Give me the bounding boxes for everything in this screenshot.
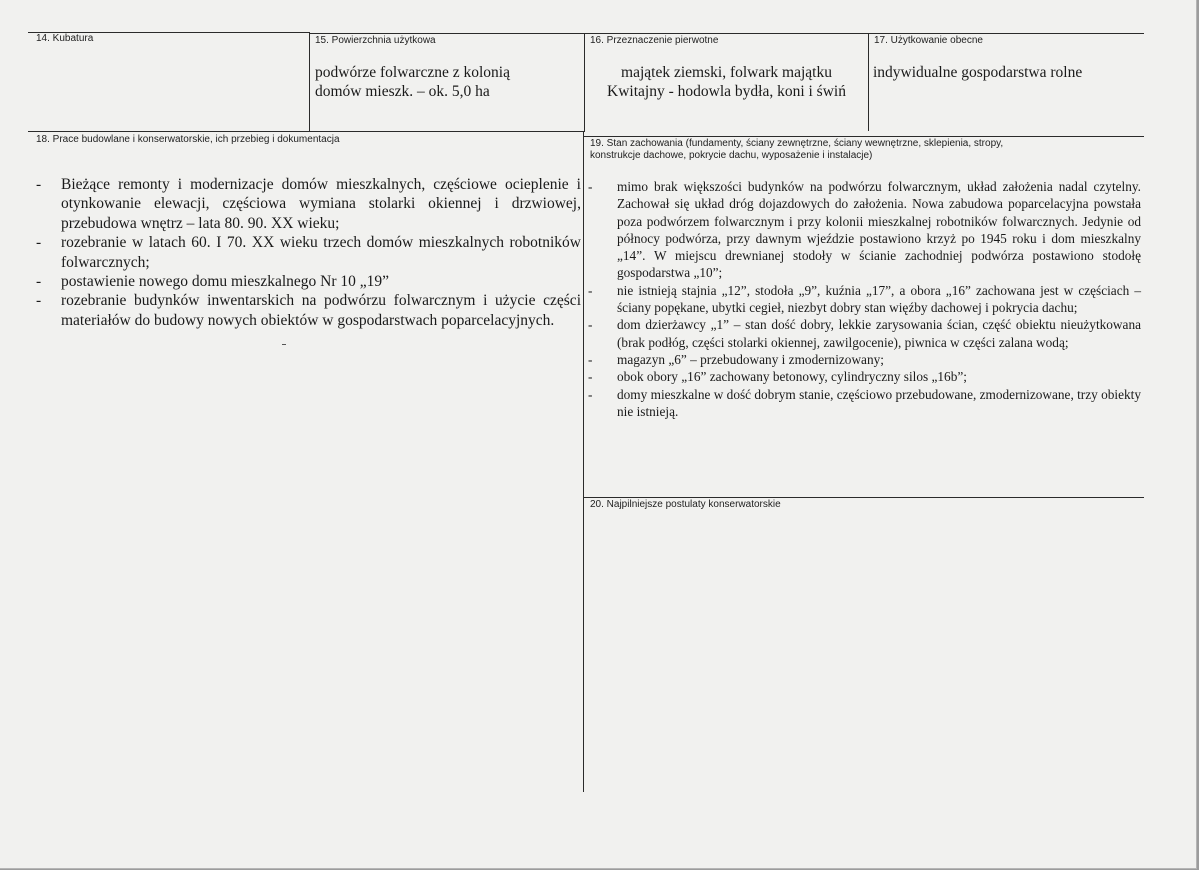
field-19-label-line-2: konstrukcje dachowe, pokrycie dachu, wyposażenie i instalacje): [590, 150, 873, 161]
rule-row-19-right: [584, 136, 1144, 137]
list-item-text: nie istnieją stajnia „12”, stodoła „9”, kuźnia „17”, a obora „16” zachowana jest w częściach – ściany popękane, ubytki cegieł, niezbyt dobry stan więźby dachowej i pokrycia dachu;: [617, 282, 1141, 316]
scan-speck: [282, 344, 286, 345]
list-item: [588, 368, 1141, 385]
field-17-value: indywidualne gospodarstwa rolne: [873, 64, 1083, 81]
dash-marker: -: [36, 292, 42, 310]
field-19-label-line-1: 19. Stan zachowania (fundamenty, ściany zewnętrzne, ściany wewnętrzne, sklepienia, stropy,: [590, 138, 1004, 149]
field-19-list: [588, 178, 1141, 420]
list-item: [588, 386, 1141, 421]
dash-marker: -: [588, 351, 593, 367]
list-item: [588, 316, 1141, 351]
field-14-label: 14. Kubatura: [36, 33, 94, 44]
list-item-text: Bieżące remonty i modernizacje domów mieszkalnych, częściowe ocieplenie i otynkowanie elewacji, częściowa wymiana stolarki okiennej i drzwiowej, przebudowa wnętrz – lata 80. 90. XX wieku;: [61, 176, 581, 232]
field-16-label: 16. Przeznaczenie pierwotne: [590, 35, 719, 46]
field-16-value-line-1: majątek ziemski, folwark majątku: [621, 64, 832, 81]
list-item: [36, 175, 581, 233]
rule-top-right: [309, 33, 1144, 34]
list-item-text: postawienie nowego domu mieszkalnego Nr 10 „19”: [61, 273, 389, 291]
dash-marker: -: [588, 282, 593, 298]
dash-marker: -: [36, 273, 42, 291]
dash-marker: -: [588, 317, 593, 333]
rule-col-16-17: [868, 33, 869, 131]
dash-marker: -: [36, 234, 42, 252]
list-item: [36, 272, 581, 291]
list-item-text: dom dzierżawcy „1” – stan dość dobry, lekkie zarysowania ścian, część obiektu nieużytkowana (brak podłóg, części stolarki okiennej, zawilgocenie), piwnica w części zalana wodą;: [617, 317, 1141, 350]
field-18-label: 18. Prace budowlane i konserwatorskie, ich przebieg i dokumentacja: [36, 134, 340, 145]
list-item: [36, 233, 581, 272]
field-16-value-line-2: Kwitajny - hodowla bydła, koni i świń: [607, 83, 846, 100]
field-16-value: [585, 63, 868, 101]
field-15-label: 15. Powierzchnia użytkowa: [315, 35, 436, 46]
rule-col-14-15: [309, 32, 310, 131]
field-19-label: [590, 138, 1003, 162]
list-item-text: domy mieszkalne w dość dobrym stanie, częściowo przebudowane, zmodernizowane, trzy obiekty nie istnieją.: [617, 386, 1141, 419]
field-15-value-line-1: podwórze folwarczne z kolonią: [315, 64, 510, 81]
rule-row-18-left: [28, 131, 585, 132]
field-15-value-line-2: domów mieszk. – ok. 5,0 ha: [315, 83, 490, 100]
field-20-label: 20. Najpilniejsze postulaty konserwatorskie: [590, 499, 781, 510]
list-item: [588, 351, 1141, 368]
list-item-text: magazyn „6” – przebudowany i zmodernizowany;: [617, 351, 884, 367]
list-item-text: obok obory „16” zachowany betonowy, cylindryczny silos „16b”;: [617, 369, 967, 385]
list-item: [36, 291, 581, 330]
rule-col-18-19: [583, 131, 584, 792]
rule-row-20: [584, 497, 1144, 498]
field-15-value: [315, 63, 583, 101]
dash-marker: -: [36, 176, 42, 193]
field-18-list: [36, 175, 581, 330]
dash-marker: -: [588, 179, 593, 194]
list-item-text: mimo brak większości budynków na podwórzu folwarcznym, układ założenia nadal czytelny. Zachował się układ dróg dojazdowych do założenia. Nowa zabudowa poparcelacyjna powstała poza podwórzem folwarcznym i przy kolonii mieszkalnej robotników folwarcznych. Jedynie od północy podwórza, przy dawnym wjeździe postawiono krzyż po 1945 roku i dom mieszkalny „14”. W miejscu drewnianej stodoły w ścianie zachodniej podwórza postawiono stodołę gospodarstwa „10”;: [617, 179, 1141, 281]
dash-marker: -: [588, 386, 593, 402]
field-17-label: 17. Użytkowanie obecne: [874, 35, 983, 46]
list-item-text: rozebranie w latach 60. I 70. XX wieku trzech domów mieszkalnych robotników folwarcznych;: [61, 234, 581, 271]
list-item-text: rozebranie budynków inwentarskich na podwórzu folwarcznym i użycie części materiałów do budowy nowych obiektów w gospodarstwach poparcelacyjnych.: [61, 292, 581, 329]
list-item: [588, 282, 1141, 317]
list-item: [588, 178, 1141, 282]
dash-marker: -: [588, 369, 593, 385]
